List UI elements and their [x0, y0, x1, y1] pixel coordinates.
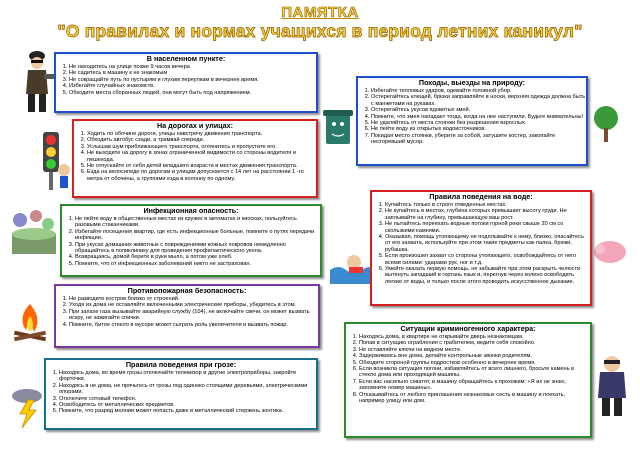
- list-item: 5. Помните, что от инфекционных заболеваний никто не застрахован.: [75, 261, 320, 267]
- list-item: 5. Если произошел захват со стороны утопающего, освобождайтесь от него всеми силами: ударами рук, ног и т.д.: [385, 253, 590, 266]
- list-item: 4. Возвращаясь, домой берите в руки мыло, а потом уже хлеб.: [75, 254, 320, 260]
- list-item: 3. При запахе газа вызывайте аварийную службу (104), не включайте свечи, он может вызвать искру, не зажигайте спички.: [69, 309, 318, 322]
- list-item: 2. Попав в ситуацию ограбления с грабителем, ведите себя спокойно.: [359, 340, 590, 346]
- list-item: 5. Обходите места сборанных людей, они могут быть под напряжением.: [69, 90, 316, 96]
- list-item: 8. Отказывайтесь от любого приглашения незнакомых сесть в машину и поехать, например улицу или дом.: [359, 392, 590, 405]
- list-item: 2. Уходя из дома не оставляйте включенными электрические приборы, убедитесь в этом.: [69, 302, 318, 308]
- rules-list: [358, 88, 586, 146]
- section-nature: [356, 76, 588, 166]
- list-item: 1. Находясь дома, во время грозы отключайте телевизор и другие электроприборы, закройте форточки.: [59, 370, 316, 383]
- list-item: 3. Отключите сотовый телефон.: [59, 396, 316, 402]
- list-item: 4. Помните, битое стекло в мусоре может сыграть роль увеличителя и вызвать пожар.: [69, 322, 318, 328]
- list-item: 6. Умейте оказать первую помощь, не забывайте при этом раскрыть челюсти вытянуть западший в гортань язык и, перегнув через колено освободить легкие от воды, и только после этого проводить искусственное дыхание.: [385, 266, 590, 285]
- list-item: 3. Не оставляйте ключи на видном месте.: [359, 347, 590, 353]
- list-item: 4. Не выходите на дорогу в зонах ограниченной видимости со стороны водителя и пешехода.: [87, 150, 316, 163]
- list-item: 4. Оказывая, помощь утопающему не подплывайте к нему, близко, опасайтесь от его захвата, используйте при этом такие предметы как палка, брюки, рубашка.: [385, 234, 590, 253]
- section-heading: Противопожарная безопасность:: [127, 286, 247, 295]
- rules-list: [62, 216, 320, 267]
- list-item: 2. Обходить автобус сзади, а трамвай спереди.: [87, 137, 316, 143]
- list-item: 6. Не пейте воду из открытых водоисточников.: [371, 126, 586, 132]
- section-heading: Инфекционная опасность:: [143, 206, 239, 215]
- section-infection: [60, 204, 322, 277]
- section-heading: Правила поведения при грозе:: [125, 360, 237, 369]
- microbes-illustration: [8, 206, 60, 258]
- list-item: 2. Остерегайтесь клещей, брюки заправляйте в носки, верхняя одежда должна быть с манжетами на рукавах.: [371, 94, 586, 107]
- traffic-light-illustration: [34, 130, 72, 192]
- rules-list: [346, 334, 590, 404]
- rules-list: [74, 131, 316, 182]
- list-item: 4. Избегайте случайных знакомств.: [69, 83, 316, 89]
- list-item: 3. Остерегайтесь укусов ядовитых змей.: [371, 107, 586, 113]
- list-item: 5. Не отпускайте от себя детей младшего возраста в местах движения транспорта.: [87, 163, 316, 169]
- list-item: 2. Не садитесь в машину к не знакомым: [69, 70, 316, 76]
- rules-list: [56, 64, 316, 96]
- trash-can-illustration: [318, 104, 358, 148]
- page-title: ПАМЯТКА: [281, 4, 359, 21]
- list-item: 1. Не разводите костров близко от строений.: [69, 296, 318, 302]
- list-item: 3. Услышав шум приближающего транспорта, оглянитесь и пропустите его.: [87, 144, 316, 150]
- list-item: 5. Обходите стороной группы подростков особенно в вечернее время.: [359, 360, 590, 366]
- section-heading: В населенном пункте:: [146, 54, 226, 63]
- nature-tree-illustration: [586, 104, 626, 144]
- list-item: 1. Ходить по обочине дороги, улицы навстречу движения транспорта.: [87, 131, 316, 137]
- section-water: [370, 190, 592, 306]
- list-item: 6. Если возникла ситуация погони, избавляйтесь от всего лишнего, бросьте камень в стекло дома или проходящей машины.: [359, 366, 590, 379]
- section-roads: [72, 119, 318, 198]
- section-storm: [44, 358, 318, 430]
- list-item: 1. Не находитесь на улице позже 9 часов вечера: [69, 64, 316, 70]
- section-settlement: [54, 52, 318, 113]
- list-item: 3. Не пытайтесь переехать водные потоки горной реки свыше 20 см со скользкими камнями.: [385, 221, 590, 234]
- campfire-illustration: [10, 300, 50, 344]
- robber-illustration: [592, 354, 632, 418]
- list-item: 7. Если вас насильно схватят, в машину обращайтесь к прохожим: «Я их не знаю, запомните номер машины».: [359, 379, 590, 392]
- section-crime: [344, 322, 592, 438]
- list-item: 1. Находясь дома, в квартире не открывайте дверь незнакомцам.: [359, 334, 590, 340]
- rules-list: [46, 370, 316, 415]
- list-item: 2. Избегайте посещения квартир, где есть инфекционные больные, помните о путях передачи инфекции.: [75, 229, 320, 242]
- section-heading: Ситуации криминогенного характера:: [400, 324, 536, 333]
- lightning-illustration: [10, 388, 44, 430]
- list-item: 4. Задерживаясь вне дома, делайте контрольные звонки родителям.: [359, 353, 590, 359]
- list-item: 1. Купайтесь только в строго отведенных местах.: [385, 202, 590, 208]
- list-item: 4. Освободитесь от металлических предметов.: [59, 402, 316, 408]
- section-heading: Правила поведения на воде:: [429, 192, 533, 201]
- list-item: 1. Не пейте воду в общественных местах из кружек в автоматах и киосках, пользуйтесь разовыми стаканчиками.: [75, 216, 320, 229]
- bandit-illustration: [20, 48, 54, 116]
- list-item: 3. При укусах домашних животных с повреждениями кожных покровов немедленно обращайтесь в поликлинику для проведения профилактического укола.: [75, 242, 320, 255]
- list-item: 6. Езда на велосипеде по дорогам и улицам допускается с 14 лет на расстоянии 1 -го метра от обочины, а группами езда в колонну по одному.: [87, 169, 316, 182]
- list-item: 3. Не сокращайте путь по пустырям и глухим переулкам в вечернее время.: [69, 77, 316, 83]
- list-item: 5. Помните, что разряд молнии может попасть даже в металлический стержень зонтика.: [59, 408, 316, 414]
- section-heading: На дорогах и улицах:: [156, 121, 234, 130]
- pig-illustration: [590, 236, 630, 266]
- section-heading: Походы, выезды на природу:: [418, 78, 526, 87]
- list-item: 5. Не удаляйтесь от места стоянки без разрешения взрослых.: [371, 120, 586, 126]
- list-item: 1. Избегайте тепловых ударов, одевайте головной убор.: [371, 88, 586, 94]
- section-fire: [54, 284, 320, 348]
- list-item: 2. Не купайтесь в местах, глубина которых превышает высоту груди. Не заплывайте на глубину, превышающую ваш рост.: [385, 208, 590, 221]
- rules-list: [372, 202, 590, 285]
- rules-list: [56, 296, 318, 328]
- page-subtitle: "О правилах и нормах учащихся в период летних каникул": [57, 21, 583, 41]
- list-item: 2. Находясь в не дома, не прячьтесь от грозы под одиноко стоящими деревьями, электрическими опорами.: [59, 383, 316, 396]
- list-item: 7. Покидая место стоянки, уберите за собой, затушите костер, закопайте несгоревший мусор.: [371, 133, 586, 146]
- list-item: 4. Помните, что змея нападает тогда, когда на нее наступили. Будьте внимательны!: [371, 114, 586, 120]
